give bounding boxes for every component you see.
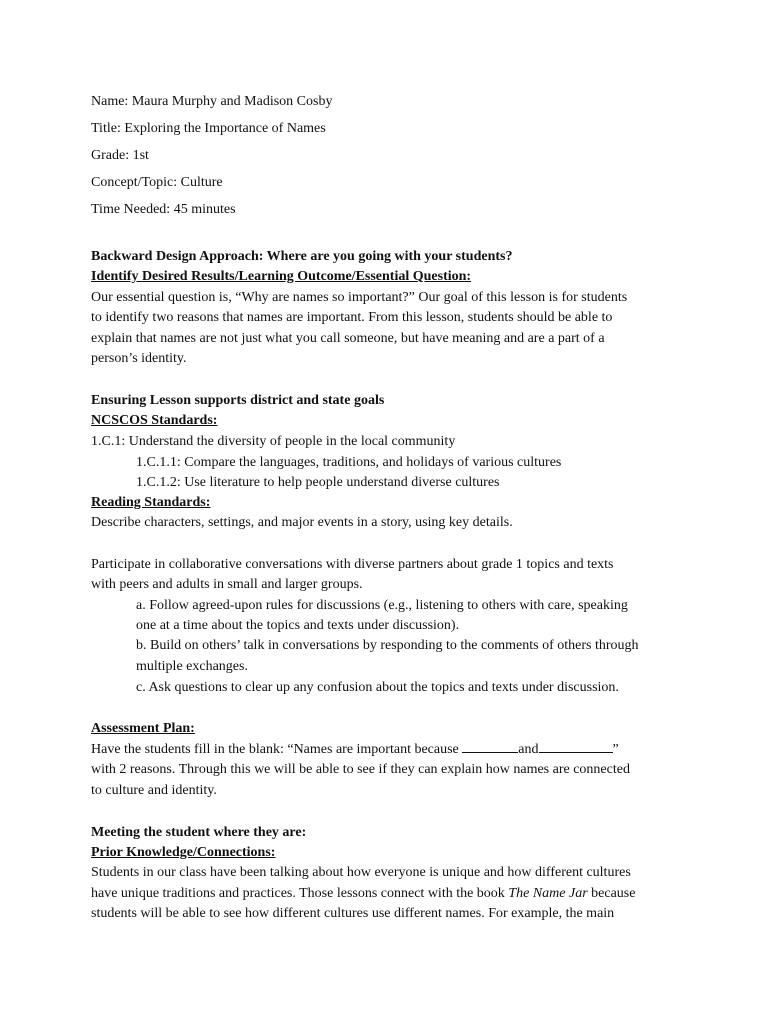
essential-question-line: person’s identity. [91,351,187,366]
prior-knowledge-line: Students in our class have been talking about how everyone is unique and how different cultures [91,865,631,880]
blank-line [462,740,518,753]
assessment-fill-blank-line [91,740,619,760]
participate-line: with peers and adults in small and larger groups. [91,577,363,592]
backward-design-heading: Backward Design Approach: Where are you going with your students? [91,249,513,264]
sub-item-line: a. Follow agreed-upon rules for discussions (e.g., listening to others with care, speaking [136,598,628,613]
sub-item-line: b. Build on others’ talk in conversations by responding to the comments of others through [136,638,639,653]
assessment-text: ” [612,742,619,757]
grade-line: Grade: 1st [91,148,149,163]
standard-sub: 1.C.1.2: Use literature to help people understand diverse cultures [136,475,500,490]
standard-sub: 1.C.1.1: Compare the languages, traditions, and holidays of various cultures [136,455,562,470]
essential-question-line: to identify two reasons that names are important. From this lesson, students should be able to [91,310,613,325]
prior-knowledge-line: students will be able to see how different cultures use different names. For example, the main [91,906,615,921]
assessment-line: to culture and identity. [91,783,217,798]
sub-item-line: one at a time about the topics and texts under discussion). [136,618,460,633]
reading-standards-heading: Reading Standards: [91,495,211,510]
concept-line: Concept/Topic: Culture [91,175,223,190]
sub-item-line: c. Ask questions to clear up any confusion about the topics and texts under discussion. [136,680,619,695]
prior-knowledge-heading: Prior Knowledge/Connections: [91,845,276,860]
essential-question-line: Our essential question is, “Why are names so important?” Our goal of this lesson is for students [91,290,628,305]
assessment-text: Have the students fill in the blank: “Names are important because [91,742,463,757]
title-line: Title: Exploring the Importance of Names [91,121,326,136]
meeting-heading: Meeting the student where they are: [91,825,307,840]
time-line: Time Needed: 45 minutes [91,202,236,217]
goals-heading: Ensuring Lesson supports district and state goals [91,393,385,408]
ncscos-heading: NCSCOS Standards: [91,413,218,428]
prior-knowledge-line [91,884,635,904]
blank-line [539,740,613,753]
name-line: Name: Maura Murphy and Madison Cosby [91,94,333,109]
desired-results-heading: Identify Desired Results/Learning Outcome/Essential Question: [91,269,472,284]
participate-line: Participate in collaborative conversations with diverse partners about grade 1 topics and texts [91,557,614,572]
assessment-line: with 2 reasons. Through this we will be able to see if they can explain how names are connected [91,762,630,777]
prior-knowledge-text: have unique traditions and practices. Those lessons connect with the book [91,886,509,901]
reading-standard-line: Describe characters, settings, and major events in a story, using key details. [91,515,513,530]
assessment-heading: Assessment Plan: [91,721,195,736]
essential-question-line: explain that names are not just what you call someone, but have meaning and are a part of a [91,331,605,346]
assessment-text: and [518,742,539,757]
sub-item-line: multiple exchanges. [136,659,248,674]
book-title: The Name Jar [508,886,588,901]
standard-main: 1.C.1: Understand the diversity of people in the local community [91,434,456,449]
prior-knowledge-text: because [587,886,636,901]
